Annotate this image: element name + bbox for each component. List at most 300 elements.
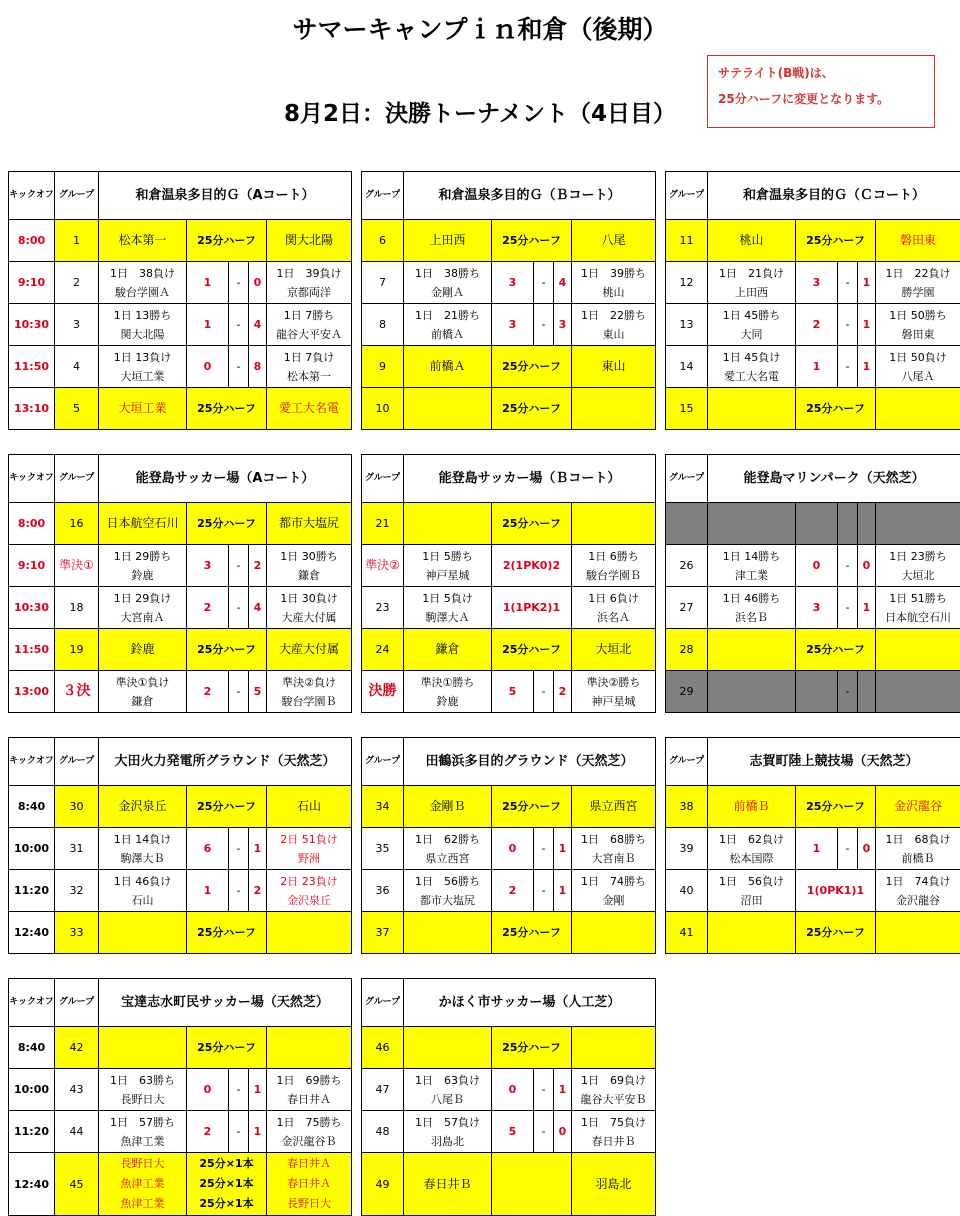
away-team — [267, 346, 352, 388]
block-header — [9, 979, 352, 1027]
match-row — [362, 220, 656, 262]
home-score: 3 — [796, 262, 838, 304]
notice-line-1: サテライト(B戦)は、 — [718, 66, 834, 80]
away-team — [876, 912, 960, 954]
match-row — [9, 828, 352, 870]
away-score: 1 — [249, 1069, 267, 1111]
score-dash: - — [838, 828, 858, 870]
block-header — [666, 455, 960, 503]
kickoff-time: 9:10 — [9, 262, 55, 304]
home-team — [99, 1111, 187, 1153]
home-score: 1 — [796, 346, 838, 388]
away-team — [572, 870, 656, 912]
away-team — [572, 545, 656, 587]
match-format: 25分ハーフ — [796, 786, 876, 828]
away-team — [876, 828, 960, 870]
away-team-name: 大産大付属 — [281, 610, 337, 624]
blank-cell — [876, 503, 960, 545]
group-header: グループ — [362, 979, 404, 1027]
home-team — [404, 1069, 492, 1111]
match-format: 25分ハーフ — [187, 388, 267, 430]
home-team-name: 大同 — [740, 327, 763, 341]
match-row — [9, 912, 352, 954]
group-number: 21 — [362, 503, 404, 545]
match-format: 25分ハーフ — [796, 629, 876, 671]
score-dash: - — [229, 346, 249, 388]
score-dash: - — [229, 828, 249, 870]
home-source: 1日 14勝ち — [722, 549, 781, 563]
away-team: 長野日大 — [287, 1197, 331, 1210]
away-team — [876, 629, 960, 671]
away-team — [267, 1111, 352, 1153]
home-team: 前橋Ａ — [404, 346, 492, 388]
group-number: 31 — [55, 828, 99, 870]
kickoff-time: 10:00 — [9, 828, 55, 870]
home-team-name: 関大北陽 — [120, 327, 165, 341]
home-score: 1 — [187, 870, 229, 912]
home-source: 1日 57負け — [415, 1115, 480, 1129]
home-team — [708, 346, 796, 388]
group-number: 15 — [666, 388, 708, 430]
home-score: 3 — [187, 545, 229, 587]
away-team — [876, 587, 960, 629]
group-number: 決勝 — [362, 671, 404, 713]
home-source: 1日 29負け — [113, 591, 172, 605]
away-team-name: 日本航空石川 — [885, 610, 952, 624]
away-team — [876, 545, 960, 587]
away-team — [267, 828, 352, 870]
score-dash: - — [838, 304, 858, 346]
away-source: 1日 22勝ち — [581, 308, 647, 322]
schedule-block — [361, 454, 656, 713]
home-team-name: 沼田 — [740, 893, 763, 907]
away-team — [267, 587, 352, 629]
score-dash: - — [229, 587, 249, 629]
away-team-name: 神戸星城 — [591, 694, 636, 708]
home-score: 0 — [187, 1069, 229, 1111]
match-row — [362, 587, 656, 629]
venue-title: 和倉温泉多目的Ｇ（Ｂコート） — [404, 172, 656, 220]
group-number: 43 — [55, 1069, 99, 1111]
home-score: 1 — [796, 828, 838, 870]
home-team — [404, 304, 492, 346]
schedule-block — [8, 978, 352, 1216]
away-team — [572, 1111, 656, 1153]
score-dash: - — [229, 1111, 249, 1153]
home-source: 1日 5負け — [422, 591, 473, 605]
away-team: 磐田東 — [876, 220, 960, 262]
match-format: 25分ハーフ — [492, 220, 572, 262]
match-row — [9, 304, 352, 346]
match-row — [362, 1069, 656, 1111]
home-team — [708, 304, 796, 346]
score-dash: - — [838, 671, 858, 713]
home-team-list — [99, 1153, 187, 1216]
group-number: 24 — [362, 629, 404, 671]
away-team — [876, 304, 960, 346]
match-row — [362, 545, 656, 587]
home-team-name: 羽島北 — [431, 1134, 464, 1148]
group-number: 32 — [55, 870, 99, 912]
schedule-block — [361, 171, 656, 430]
match-format: 25分ハーフ — [187, 629, 267, 671]
home-score: 3 — [492, 304, 534, 346]
match-row — [362, 671, 656, 713]
kickoff-time: 12:40 — [9, 1153, 55, 1216]
away-team-name: 龍谷大平安Ｂ — [580, 1092, 647, 1106]
group-number: 8 — [362, 304, 404, 346]
home-team: 長野日大 — [120, 1157, 165, 1170]
score-dash: - — [838, 346, 858, 388]
group-number: 1 — [55, 220, 99, 262]
score-pk: 1(1PK2)1 — [492, 587, 572, 629]
home-team — [708, 870, 796, 912]
group-number: 11 — [666, 220, 708, 262]
match-row — [362, 262, 656, 304]
away-score: 0 — [554, 1111, 572, 1153]
match-format: 25分ハーフ — [492, 1027, 572, 1069]
home-source: 準決①勝ち — [420, 675, 475, 689]
match-format: 25分ハーフ — [187, 1027, 267, 1069]
away-source: 1日 6勝ち — [588, 549, 639, 563]
away-score: 4 — [249, 304, 267, 346]
home-score: 6 — [187, 828, 229, 870]
blank-cell — [858, 671, 876, 713]
venue-title: 大田火力発電所グラウンド（天然芝） — [99, 738, 352, 786]
home-team-name: 上田西 — [735, 285, 768, 299]
home-source: 1日 13負け — [113, 350, 172, 364]
match-format: 25分ハーフ — [187, 912, 267, 954]
score-dash: - — [534, 828, 554, 870]
match-row — [362, 346, 656, 388]
home-team-name: 浜名Ｂ — [735, 610, 768, 624]
group-number: 33 — [55, 912, 99, 954]
away-team-name: 京都両洋 — [287, 285, 332, 299]
home-source: 1日 62勝ち — [415, 832, 480, 846]
home-team — [708, 629, 796, 671]
away-team-name: 松本第一 — [287, 369, 332, 383]
block-header — [362, 738, 656, 786]
home-team: 上田西 — [404, 220, 492, 262]
home-team-name: 大宮南Ａ — [120, 610, 165, 624]
match-row — [362, 870, 656, 912]
home-team-name: 鈴鹿 — [131, 568, 154, 582]
group-number: 4 — [55, 346, 99, 388]
away-team-name: 磐田東 — [901, 327, 935, 341]
group-number: 28 — [666, 629, 708, 671]
score-dash: - — [838, 587, 858, 629]
kickoff-header: キックオフ — [9, 455, 55, 503]
schedule-block — [361, 737, 656, 954]
home-source: 1日 29勝ち — [113, 549, 172, 563]
home-team — [99, 304, 187, 346]
score-dash: - — [229, 870, 249, 912]
home-score: 1 — [187, 304, 229, 346]
score-dash: - — [229, 1069, 249, 1111]
away-score: 1 — [858, 587, 876, 629]
match-row — [9, 629, 352, 671]
match-row — [362, 1111, 656, 1153]
group-number: 40 — [666, 870, 708, 912]
away-source: 1日 7負け — [283, 350, 335, 364]
kickoff-time: 11:50 — [9, 629, 55, 671]
match-row — [362, 828, 656, 870]
home-score: 2 — [187, 587, 229, 629]
away-source: 1日 30勝ち — [280, 549, 338, 563]
match-row — [362, 912, 656, 954]
home-team: 金沢泉丘 — [99, 786, 187, 828]
away-team: 八尾 — [572, 220, 656, 262]
home-team — [404, 870, 492, 912]
home-team: 金剛Ｂ — [404, 786, 492, 828]
match-row — [9, 1111, 352, 1153]
home-team-name: 駒澤大Ａ — [425, 610, 470, 624]
away-team: 石山 — [267, 786, 352, 828]
group-number: 6 — [362, 220, 404, 262]
score-dash: - — [534, 671, 554, 713]
kickoff-header: キックオフ — [9, 172, 55, 220]
away-source: 1日 75勝ち — [276, 1115, 342, 1129]
home-score: 0 — [492, 828, 534, 870]
group-header: グループ — [666, 172, 708, 220]
match-format: 25分×1本 — [199, 1177, 254, 1190]
away-team — [267, 1069, 352, 1111]
away-team-name: 春日井Ａ — [287, 1092, 331, 1106]
away-team: 東山 — [572, 346, 656, 388]
schedule-block — [665, 171, 960, 430]
group-number: 準決① — [55, 545, 99, 587]
home-team — [99, 262, 187, 304]
home-score: 3 — [492, 262, 534, 304]
kickoff-header: キックオフ — [9, 979, 55, 1027]
home-team-name: 金剛Ａ — [431, 285, 464, 299]
block-header — [9, 455, 352, 503]
away-source: 1日 51勝ち — [889, 591, 947, 605]
away-team-name: 八尾Ａ — [901, 369, 935, 383]
group-number: ３決 — [55, 671, 99, 713]
home-source: 1日 62負け — [719, 832, 784, 846]
match-row — [666, 671, 960, 713]
away-team: 春日井Ａ — [287, 1177, 331, 1190]
match-row — [9, 587, 352, 629]
group-number: 26 — [666, 545, 708, 587]
away-score: 1 — [858, 262, 876, 304]
score-dash: - — [534, 304, 554, 346]
home-source: 準決①負け — [115, 675, 170, 689]
blank-cell — [708, 503, 796, 545]
away-score: 0 — [858, 828, 876, 870]
score-dash: - — [229, 671, 249, 713]
away-team — [267, 912, 352, 954]
notice-line-2: 25分ハーフに変更となります。 — [718, 92, 890, 106]
page-subtitle: 8月2日：決勝トーナメント（4日目） — [283, 101, 677, 127]
away-score: 1 — [858, 346, 876, 388]
home-team — [404, 587, 492, 629]
away-source: 1日 22負け — [885, 266, 951, 280]
venue-title: 能登島サッカー場（Ｂコート） — [404, 455, 656, 503]
match-row — [362, 1027, 656, 1069]
group-number: 37 — [362, 912, 404, 954]
schedule-block — [8, 737, 352, 954]
kickoff-header: キックオフ — [9, 738, 55, 786]
home-team-name: 大垣工業 — [120, 369, 165, 383]
away-source: 2日 51負け — [280, 832, 338, 846]
home-source: 1日 46負け — [113, 874, 172, 888]
block-header — [9, 738, 352, 786]
match-row — [666, 587, 960, 629]
home-source: 1日 56負け — [719, 874, 784, 888]
away-source: 1日 68勝ち — [581, 832, 647, 846]
kickoff-time: 11:50 — [9, 346, 55, 388]
home-score: 1 — [187, 262, 229, 304]
home-team — [708, 545, 796, 587]
match-row — [666, 346, 960, 388]
score-pk: 2(1PK0)2 — [492, 545, 572, 587]
away-score: 2 — [554, 671, 572, 713]
away-source: 1日 50勝ち — [889, 308, 947, 322]
away-team: 関大北陽 — [267, 220, 352, 262]
away-team: 春日井Ａ — [287, 1157, 331, 1170]
home-score: 5 — [492, 671, 534, 713]
group-number: 39 — [666, 828, 708, 870]
kickoff-time: 8:00 — [9, 503, 55, 545]
score-dash: - — [534, 262, 554, 304]
kickoff-time: 13:00 — [9, 671, 55, 713]
away-team — [572, 304, 656, 346]
match-format: 25分ハーフ — [796, 912, 876, 954]
home-team — [404, 1111, 492, 1153]
home-team — [99, 545, 187, 587]
away-source: 1日 68負け — [885, 832, 951, 846]
away-score: 4 — [554, 262, 572, 304]
away-team — [572, 388, 656, 430]
kickoff-time: 11:20 — [9, 1111, 55, 1153]
match-format: 25分ハーフ — [492, 346, 572, 388]
home-score: 0 — [492, 1069, 534, 1111]
away-score: 1 — [858, 304, 876, 346]
away-team-name: 大宮南Ｂ — [591, 851, 636, 865]
home-score: 5 — [492, 1111, 534, 1153]
block-header — [362, 172, 656, 220]
match-row — [666, 503, 960, 545]
match-row — [362, 1153, 656, 1216]
home-source: 1日 21勝ち — [415, 308, 480, 322]
away-score: 1 — [249, 1111, 267, 1153]
kickoff-time: 10:30 — [9, 587, 55, 629]
away-team-name: 駿台学園Ｂ — [281, 694, 337, 708]
group-number: 14 — [666, 346, 708, 388]
home-score: 3 — [796, 587, 838, 629]
home-team — [99, 1027, 187, 1069]
group-number: 29 — [666, 671, 708, 713]
home-team-name: 愛工大名電 — [724, 369, 779, 383]
home-team — [99, 346, 187, 388]
score-pk: 1(0PK1)1 — [796, 870, 876, 912]
match-row — [362, 503, 656, 545]
home-source: 1日 13勝ち — [113, 308, 172, 322]
away-team: 大産大付属 — [267, 629, 352, 671]
group-number: 18 — [55, 587, 99, 629]
home-team-name: 都市大塩尻 — [420, 893, 475, 907]
home-team — [708, 262, 796, 304]
group-number: 3 — [55, 304, 99, 346]
match-row — [666, 870, 960, 912]
group-number: 35 — [362, 828, 404, 870]
group-number — [666, 503, 708, 545]
group-number: 36 — [362, 870, 404, 912]
venue-title: 能登島サッカー場（Aコート） — [99, 455, 352, 503]
home-source: 1日 45勝ち — [722, 308, 781, 322]
away-source: 1日 69勝ち — [276, 1073, 342, 1087]
group-number: 42 — [55, 1027, 99, 1069]
home-team-name: 駿台学園Ａ — [115, 285, 170, 299]
group-number: 23 — [362, 587, 404, 629]
away-team — [572, 1027, 656, 1069]
match-row — [9, 786, 352, 828]
group-header: グループ — [362, 738, 404, 786]
home-team — [404, 671, 492, 713]
match-format: 25分ハーフ — [187, 220, 267, 262]
home-source: 1日 38負け — [110, 266, 175, 280]
away-team — [572, 912, 656, 954]
block-header — [9, 172, 352, 220]
group-number: 45 — [55, 1153, 99, 1216]
match-row — [9, 503, 352, 545]
kickoff-time: 8:40 — [9, 786, 55, 828]
home-team-name: 鎌倉 — [131, 694, 154, 708]
away-team-name: 浜名Ａ — [597, 610, 630, 624]
group-number: 41 — [666, 912, 708, 954]
home-source: 1日 63負け — [415, 1073, 480, 1087]
away-source: 1日 39負け — [276, 266, 342, 280]
block-header — [362, 455, 656, 503]
match-row — [666, 629, 960, 671]
group-number: 7 — [362, 262, 404, 304]
away-team: 愛工大名電 — [267, 388, 352, 430]
home-score: 2 — [187, 671, 229, 713]
home-team — [99, 587, 187, 629]
blank-cell — [708, 671, 796, 713]
match-format: 25分ハーフ — [492, 629, 572, 671]
home-team: 前橋Ｂ — [708, 786, 796, 828]
score-dash: - — [229, 545, 249, 587]
away-team-name: 前橋Ｂ — [901, 851, 935, 865]
group-number: 30 — [55, 786, 99, 828]
score-dash: - — [838, 262, 858, 304]
match-row — [362, 629, 656, 671]
away-score: 5 — [249, 671, 267, 713]
match-row — [9, 1153, 352, 1216]
blank-cell — [858, 503, 876, 545]
home-team-name: 津工業 — [735, 568, 768, 582]
away-team-name: 野洲 — [298, 851, 321, 865]
home-source: 1日 56勝ち — [415, 874, 480, 888]
match-row — [362, 786, 656, 828]
match-format: 25分ハーフ — [187, 503, 267, 545]
home-team — [99, 671, 187, 713]
away-source: 1日 6負け — [588, 591, 639, 605]
home-team: 魚津工業 — [120, 1177, 165, 1190]
away-team-name: 龍谷大平安Ａ — [276, 327, 343, 341]
away-team-name: 駿台学園Ｂ — [586, 568, 641, 582]
match-row — [666, 912, 960, 954]
away-team — [572, 262, 656, 304]
away-score: 1 — [554, 1069, 572, 1111]
group-header: グループ — [362, 455, 404, 503]
home-team: 鈴鹿 — [99, 629, 187, 671]
match-row — [666, 545, 960, 587]
away-team-name: 鎌倉 — [298, 568, 321, 582]
